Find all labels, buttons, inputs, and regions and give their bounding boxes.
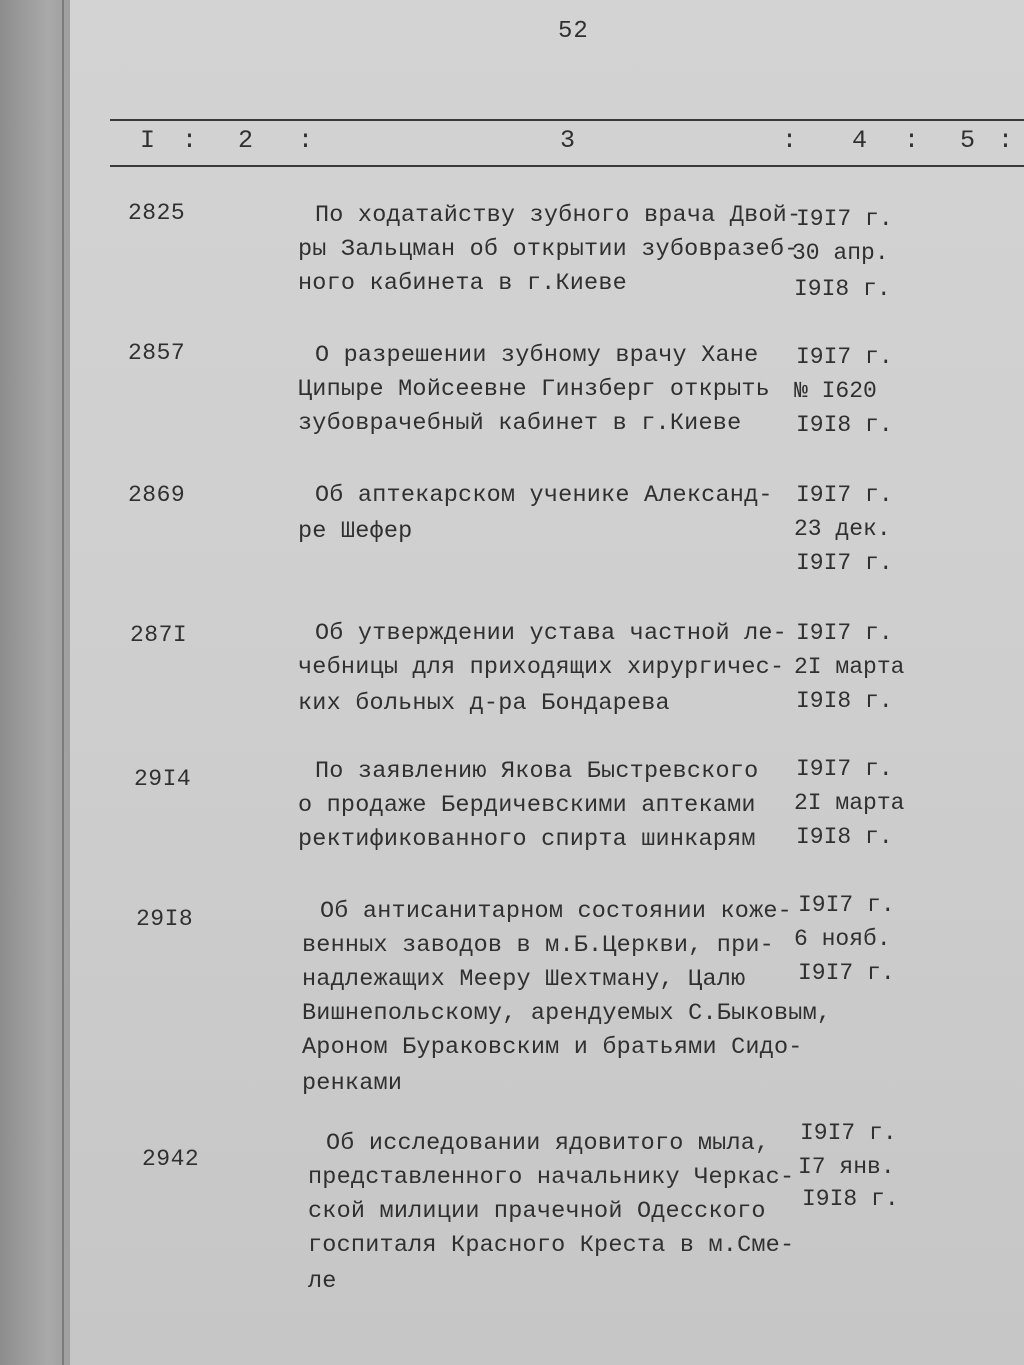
entry-date-line: I9I7 г.: [798, 892, 895, 918]
entry-description-line: О разрешении зубному врачу Хане: [315, 342, 759, 369]
entry-description-line: ного кабинета в г.Киеве: [298, 270, 627, 297]
binding-edge: [62, 0, 64, 1365]
entry-date-line: № I620: [794, 378, 877, 404]
entry-description-line: Ароном Бураковским и братьями Сидо-: [302, 1034, 803, 1061]
entry-description-line: надлежащих Мееру Шехтману, Цалю: [302, 966, 746, 993]
entry-date-line: 2I марта: [794, 790, 905, 816]
entry-description-line: Вишнепольскому, арендуемых С.Быковым,: [302, 1000, 832, 1027]
entry-description-line: Ципыре Мойсеевне Гинзберг открыть: [298, 376, 770, 403]
entry-date-line: I9I7 г.: [796, 756, 893, 782]
header-rule-bottom: [110, 165, 1024, 167]
entry-description-line: По заявлению Якова Быстревского: [315, 758, 759, 785]
entry-date-line: I9I7 г.: [796, 482, 893, 508]
entry-description-line: Об аптекарском ученике Александ-: [315, 482, 773, 509]
column-separator: :: [998, 126, 1014, 155]
entry-description-line: Об антисанитарном состоянии коже-: [320, 898, 792, 925]
entry-date-line: 23 дек.: [794, 516, 891, 542]
column-header-4: 4: [852, 126, 868, 155]
page-number: 52: [558, 18, 589, 45]
column-header-1: I: [140, 126, 156, 155]
entry-description-line: Об исследовании ядовитого мыла,: [326, 1130, 770, 1157]
entry-description-line: ской милиции прачечной Одесского: [308, 1198, 766, 1225]
entry-date-line: I9I7 г.: [796, 550, 893, 576]
entry-description-line: По ходатайству зубного врача Двой-: [315, 202, 802, 229]
column-separator: :: [904, 126, 920, 155]
entry-date-line: I9I8 г.: [794, 276, 891, 302]
entry-description-line: венных заводов в м.Б.Церкви, при-: [302, 932, 774, 959]
document-page: [70, 0, 1024, 1365]
entry-date-line: I9I8 г.: [796, 824, 893, 850]
header-rule-top: [110, 119, 1024, 121]
entry-date-line: I9I8 г.: [802, 1186, 899, 1212]
entry-date-line: I9I7 г.: [796, 206, 893, 232]
entry-description-line: ректификованного спирта шинкарям: [298, 826, 756, 853]
entry-description-line: ре Шефер: [298, 518, 413, 545]
entry-description-line: госпиталя Красного Креста в м.Сме-: [308, 1232, 795, 1259]
entry-date-line: I9I8 г.: [796, 688, 893, 714]
binding-gutter: [0, 0, 80, 1365]
column-header-5: 5: [960, 126, 976, 155]
column-separator: :: [782, 126, 798, 155]
entry-number: 2857: [128, 340, 186, 366]
entry-date-line: I7 янв.: [798, 1154, 895, 1180]
entry-number: 2869: [128, 482, 186, 508]
entry-date-line: 6 нояб.: [794, 926, 891, 952]
entry-date-line: I9I7 г.: [796, 620, 893, 646]
entry-description-line: ких больных д-ра Бондарева: [298, 690, 670, 717]
entry-date-line: I9I7 г.: [796, 344, 893, 370]
entry-description-line: ры Зальцман об открытии зубовразеб-: [298, 236, 799, 263]
entry-description-line: ле: [308, 1268, 337, 1295]
entry-number: 29I8: [136, 906, 194, 932]
entry-number: 287I: [130, 622, 188, 648]
entry-number: 2942: [142, 1146, 200, 1172]
entry-date-line: I9I7 г.: [800, 1120, 897, 1146]
column-separator: :: [182, 126, 198, 155]
entry-description-line: Об утверждении устава частной ле-: [315, 620, 787, 647]
entry-description-line: зубоврачебный кабинет в г.Киеве: [298, 410, 742, 437]
entry-date-line: I9I7 г.: [798, 960, 895, 986]
entry-description-line: чебницы для приходящих хирургичес-: [298, 654, 785, 681]
entry-date-line: I9I8 г.: [796, 412, 893, 438]
entry-description-line: о продаже Бердичевскими аптеками: [298, 792, 756, 819]
entry-number: 2825: [128, 200, 186, 226]
entry-number: 29I4: [134, 766, 192, 792]
entry-description-line: ренками: [302, 1070, 403, 1097]
entry-date-line: 2I марта: [794, 654, 905, 680]
entry-description-line: представленного начальнику Черкас-: [308, 1164, 795, 1191]
entry-date-line: 30 апр.: [792, 240, 889, 266]
column-header-3: 3: [560, 126, 576, 155]
column-separator: :: [298, 126, 314, 155]
column-header-2: 2: [238, 126, 254, 155]
